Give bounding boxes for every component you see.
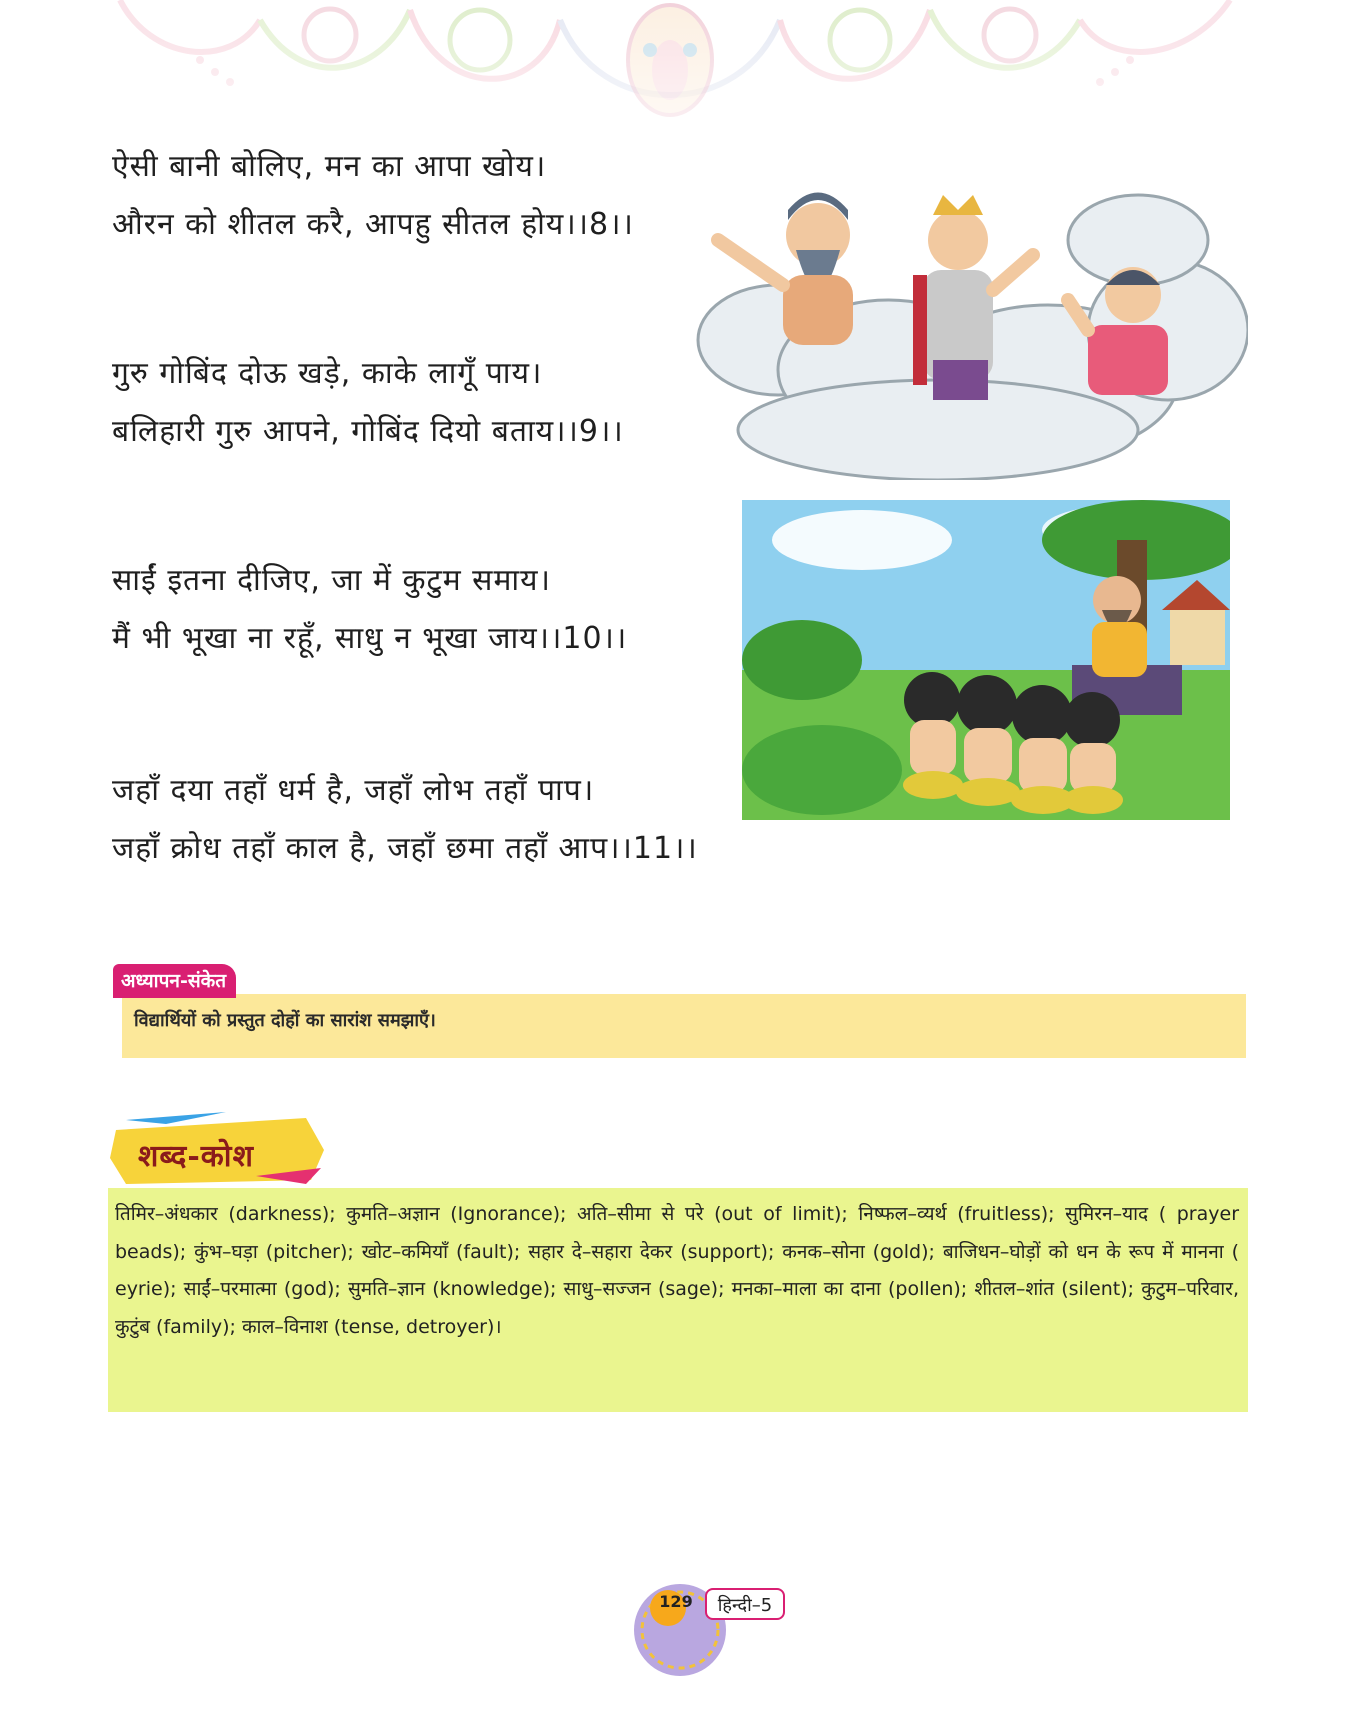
- verse-line: साईं इतना दीजिए, जा में कुटुम समाय।: [112, 563, 551, 598]
- couplet-11: [112, 762, 752, 878]
- illustration-guru-teaching-students: [742, 500, 1230, 820]
- teaching-hint-label: अध्यापन-संकेत: [113, 964, 236, 998]
- glossary-title: शब्द-कोश: [138, 1139, 254, 1174]
- verse-line: मैं भी भूखा ना रहूँ, साधु न भूखा जाय।।10।।: [112, 621, 628, 656]
- verse-line: जहाँ दया तहाँ धर्म है, जहाँ लोभ तहाँ पाप।: [112, 773, 595, 808]
- verse-line: औरन को शीतल करै, आपहु सीतल होय।।8।।: [112, 207, 634, 242]
- couplet-8: [112, 138, 752, 254]
- verse-line: गुरु गोबिंद दोऊ खड़े, काके लागूँ पाय।: [112, 356, 543, 391]
- verse-line: ऐसी बानी बोलिए, मन का आपा खोय।: [112, 149, 547, 184]
- verse-line: जहाँ क्रोध तहाँ काल है, जहाँ छमा तहाँ आप।।11।।: [112, 831, 698, 866]
- illustration-sage-king-boy-clouds: [688, 180, 1248, 480]
- teaching-hint-text: विद्यार्थियों को प्रस्तुत दोहों का सारांश समझाएँ।: [134, 1010, 436, 1031]
- couplet-10: [112, 552, 752, 668]
- couplet-9: [112, 345, 752, 461]
- header-floral-decoration: [0, 0, 1350, 140]
- verse-line: बलिहारी गुरु आपने, गोबिंद दियो बताय।।9।।: [112, 414, 624, 449]
- page-number: 129: [659, 1592, 693, 1611]
- book-label: हिन्दी–5: [705, 1588, 785, 1620]
- glossary-text: तिमिर–अंधकार (darkness); कुमति–अज्ञान (Ignorance); अति–सीमा से परे (out of limit); निष्फल–व्यर्थ (fruitless); सुमिरन–याद ( prayer beads); कुंभ–घड़ा (pitcher); खोट–कमियाँ (fault); सहार दे–सहारा देकर (support); कनक–सोना (gold); बाजिधन–घोड़ों को धन के रूप में मानना ( eyrie); साईं–परमात्मा (god); सुमति–ज्ञान (knowledge); साधु–सज्जन (sage); मनका–माला का दाना (pollen); शीतल–शांत (silent); कुटुम–परिवार, कुटुंब (family); काल–विनाश (tense, detroyer)।: [115, 1203, 1239, 1338]
